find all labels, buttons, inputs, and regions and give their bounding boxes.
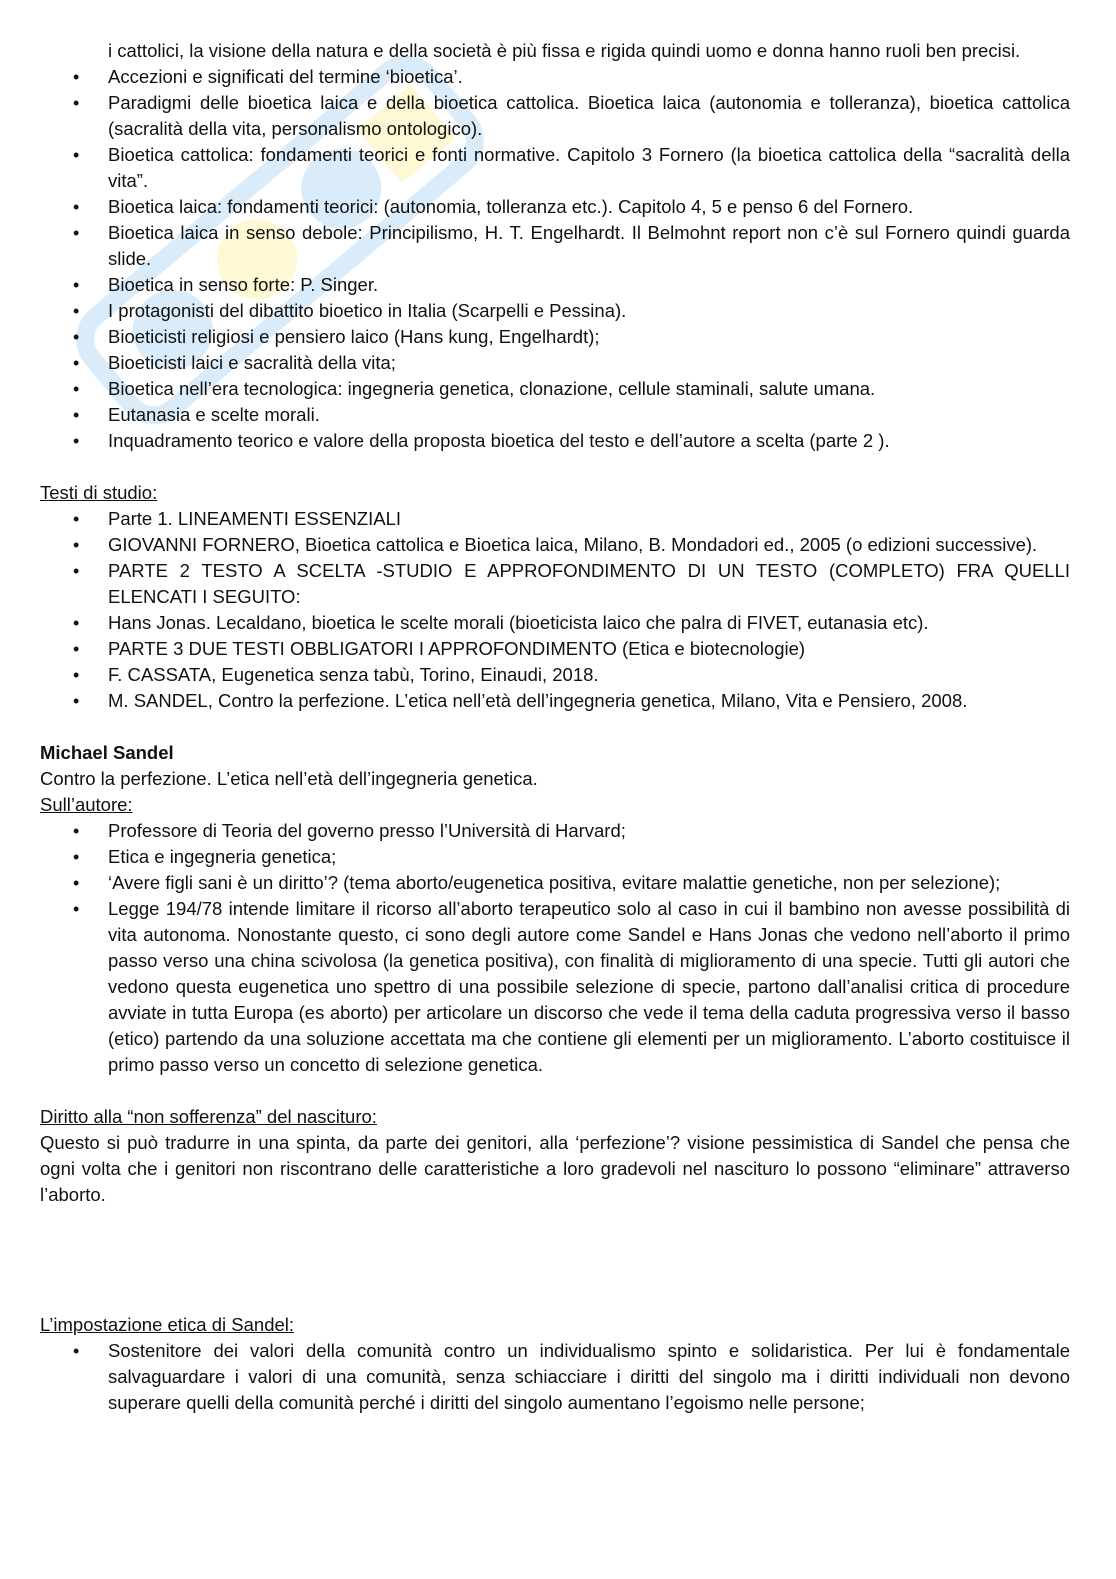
list-item: • Bioeticisti laici e sacralità della vita; <box>40 350 1070 376</box>
book-title: Contro la perfezione. L’etica nell’età dell’ingegneria genetica. <box>40 768 538 789</box>
intro-continuation: i cattolici, la visione della natura e della società è più fissa e rigida quindi uomo e donna hanno ruoli ben precisi. <box>108 40 1021 61</box>
list-item: • Paradigmi delle bioetica laica e della bioetica cattolica. Bioetica laica (autonomia e tolleranza), bioetica cattolica (sacralità della vita, personalismo ontologico). <box>40 90 1070 142</box>
study-texts-heading: Testi di studio: <box>40 482 158 503</box>
list-item: • PARTE 2 TESTO A SCELTA -STUDIO E APPROFONDIMENTO DI UN TESTO (COMPLETO) FRA QUELLI ELENCATI I SEGUITO: <box>40 558 1070 610</box>
right-heading: Diritto alla “non sofferenza” del nascituro: <box>40 1106 377 1127</box>
list-item: • Inquadramento teorico e valore della proposta bioetica del testo e dell’autore a scelta (parte 2 ). <box>40 428 1070 454</box>
document-page <box>40 38 1070 1416</box>
list-item: • Legge 194/78 intende limitare il ricorso all’aborto terapeutico solo al caso in cui il bambino non avesse possibilità di vita autonoma. Nonostante questo, ci sono degli autore come Sandel e Hans Jonas che vedono nell’aborto il primo passo verso una china scivolosa (la genetica positiva), con finalità di miglioramento di una specie. Tutti gli autori che vedono questa eugenetica uno spettro di una possibile selezione di specie, partono dall’analisi critica di procedure avviate in tutta Europa (es aborto) per articolare un discorso che vede il tema della caduta progressiva verso il basso (etico) partendo da una soluzione accettata ma che contiene gli elementi per un miglioramento. L’aborto costituisce il primo passo verso un concetto di selezione genetica. <box>40 896 1070 1078</box>
list-item: • Bioeticisti religiosi e pensiero laico (Hans kung, Engelhardt); <box>40 324 1070 350</box>
list-item: • Professore di Teoria del governo presso l’Università di Harvard; <box>40 818 1070 844</box>
study-texts-list <box>40 506 1070 714</box>
topics-list <box>40 64 1070 454</box>
list-item: • Accezioni e significati del termine ‘bioetica’. <box>40 64 1070 90</box>
list-item: • Bioetica nell’era tecnologica: ingegneria genetica, clonazione, cellule staminali, salute umana. <box>40 376 1070 402</box>
about-author-list <box>40 818 1070 1078</box>
list-item: • Bioetica in senso forte: P. Singer. <box>40 272 1070 298</box>
list-item: • F. CASSATA, Eugenetica senza tabù, Torino, Einaudi, 2018. <box>40 662 1070 688</box>
list-item: • M. SANDEL, Contro la perfezione. L’etica nell’età dell’ingegneria genetica, Milano, Vita e Pensiero, 2008. <box>40 688 1070 714</box>
ethics-heading: L’impostazione etica di Sandel: <box>40 1314 295 1335</box>
list-item: • Etica e ingegneria genetica; <box>40 844 1070 870</box>
author-name: Michael Sandel <box>40 742 174 763</box>
list-item: • GIOVANNI FORNERO, Bioetica cattolica e Bioetica laica, Milano, B. Mondadori ed., 2005 (o edizioni successive). <box>40 532 1070 558</box>
list-item: • Sostenitore dei valori della comunità contro un individualismo spinto e solidaristica. Per lui è fondamentale salvaguardare i valori di una comunità, senza schiacciare i diritti del singolo ma i diritti individuali non devono superare quelli della comunità perché i diritti del singolo aumentano l’egoismo nelle persone; <box>40 1338 1070 1416</box>
list-item: • Parte 1. LINEAMENTI ESSENZIALI <box>40 506 1070 532</box>
list-item: • ‘Avere figli sani è un diritto’? (tema aborto/eugenetica positiva, evitare malattie genetiche, non per selezione); <box>40 870 1070 896</box>
ethics-list <box>40 1338 1070 1416</box>
list-item: • Bioetica laica in senso debole: Principilismo, H. T. Engelhardt. Il Belmohnt report non c’è sul Fornero quindi guarda slide. <box>40 220 1070 272</box>
list-item: • Eutanasia e scelte morali. <box>40 402 1070 428</box>
list-item: • I protagonisti del dibattito bioetico in Italia (Scarpelli e Pessina). <box>40 298 1070 324</box>
list-item: • PARTE 3 DUE TESTI OBBLIGATORI I APPROFONDIMENTO (Etica e biotecnologie) <box>40 636 1070 662</box>
list-item: • Bioetica laica: fondamenti teorici: (autonomia, tolleranza etc.). Capitolo 4, 5 e penso 6 del Fornero. <box>40 194 1070 220</box>
list-item: • Bioetica cattolica: fondamenti teorici e fonti normative. Capitolo 3 Fornero (la bioetica cattolica della “sacralità della vita”. <box>40 142 1070 194</box>
list-item: • Hans Jonas. Lecaldano, bioetica le scelte morali (bioeticista laico che palra di FIVET, eutanasia etc). <box>40 610 1070 636</box>
about-author-heading: Sull’autore: <box>40 794 133 815</box>
right-paragraph: Questo si può tradurre in una spinta, da parte dei genitori, alla ‘perfezione’? visione pessimistica di Sandel che pensa che ogni volta che i genitori non riscontrano delle caratteristiche a loro gradevoli nel nascituro lo possono “eliminare” attraverso l’aborto. <box>40 1132 1070 1205</box>
